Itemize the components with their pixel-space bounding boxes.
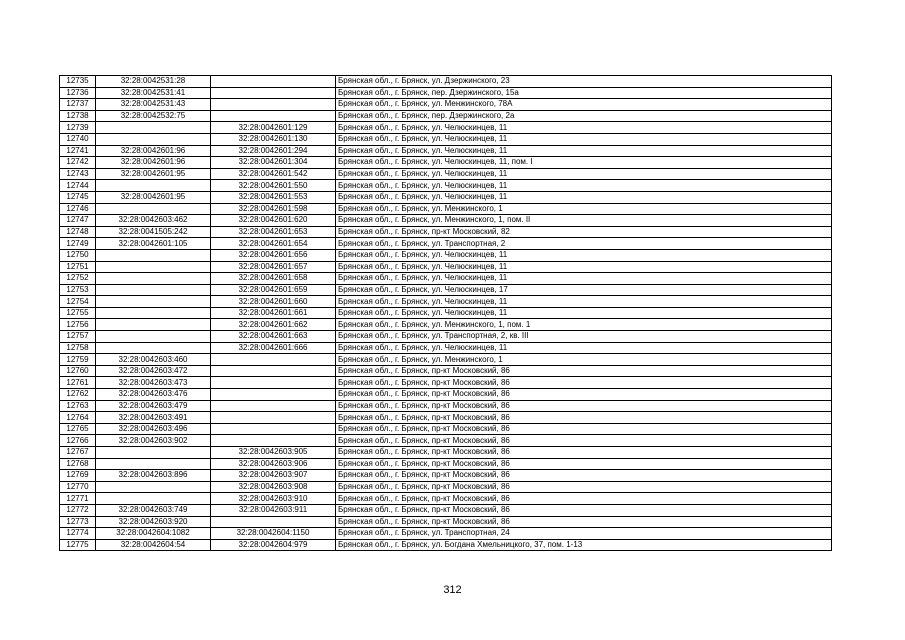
table-row [60,110,832,122]
address-cell: Брянская обл., г. Брянск, ул. Челюскинцев, 11 [336,191,832,203]
land-cadastral-number-cell: 32:28:0042603:460 [96,354,211,366]
table-row [60,238,832,250]
address-cell: Брянская обл., г. Брянск, пр-кт Московский, 86 [336,435,832,447]
address-cell: Брянская обл., г. Брянск, пр-кт Московский, 86 [336,389,832,401]
table-row [60,493,832,505]
building-cadastral-number-cell [211,516,336,528]
address-cell: Брянская обл., г. Брянск, ул. Менжинского, 78А [336,99,832,111]
address-cell: Брянская обл., г. Брянск, ул. Менжинского, 1, пом. II [336,215,832,227]
table-row [60,296,832,308]
table-row [60,389,832,401]
building-cadastral-number-cell: 32:28:0042603:908 [211,481,336,493]
land-cadastral-number-cell: 32:28:0042604:54 [96,539,211,551]
land-cadastral-number-cell: 32:28:0042604:1082 [96,528,211,540]
table-row [60,342,832,354]
land-cadastral-number-cell [96,342,211,354]
building-cadastral-number-cell [211,99,336,111]
table-row [60,539,832,551]
row-number-cell: 12769 [60,470,96,482]
land-cadastral-number-cell: 32:28:0042531:43 [96,99,211,111]
table-row [60,76,832,88]
land-cadastral-number-cell [96,481,211,493]
row-number-cell: 12742 [60,157,96,169]
building-cadastral-number-cell: 32:28:0042603:911 [211,504,336,516]
table-row [60,516,832,528]
land-cadastral-number-cell: 32:28:0042603:896 [96,470,211,482]
building-cadastral-number-cell: 32:28:0042601:598 [211,203,336,215]
building-cadastral-number-cell: 32:28:0042601:129 [211,122,336,134]
table-row [60,319,832,331]
address-cell: Брянская обл., г. Брянск, пр-кт Московский, 82 [336,226,832,238]
building-cadastral-number-cell [211,412,336,424]
address-cell: Брянская обл., г. Брянск, ул. Челюскинцев, 11 [336,342,832,354]
land-cadastral-number-cell: 32:28:0042601:96 [96,145,211,157]
land-cadastral-number-cell: 32:28:0042601:105 [96,238,211,250]
building-cadastral-number-cell: 32:28:0042601:656 [211,249,336,261]
building-cadastral-number-cell: 32:28:0042601:663 [211,331,336,343]
building-cadastral-number-cell: 32:28:0042601:553 [211,191,336,203]
row-number-cell: 12752 [60,273,96,285]
row-number-cell: 12767 [60,447,96,459]
table-row [60,458,832,470]
building-cadastral-number-cell: 32:28:0042601:550 [211,180,336,192]
row-number-cell: 12760 [60,365,96,377]
land-cadastral-number-cell [96,180,211,192]
address-cell: Брянская обл., г. Брянск, ул. Транспортная, 24 [336,528,832,540]
address-cell: Брянская обл., г. Брянск, ул. Челюскинцев, 11 [336,180,832,192]
address-cell: Брянская обл., г. Брянск, ул. Транспортная, 2, кв. III [336,331,832,343]
building-cadastral-number-cell [211,400,336,412]
row-number-cell: 12753 [60,284,96,296]
table-row [60,122,832,134]
building-cadastral-number-cell: 32:28:0042601:542 [211,168,336,180]
table-row [60,203,832,215]
row-number-cell: 12766 [60,435,96,447]
row-number-cell: 12756 [60,319,96,331]
row-number-cell: 12757 [60,331,96,343]
building-cadastral-number-cell: 32:28:0042603:905 [211,447,336,459]
land-cadastral-number-cell: 32:28:0041505:242 [96,226,211,238]
row-number-cell: 12764 [60,412,96,424]
building-cadastral-number-cell [211,365,336,377]
row-number-cell: 12751 [60,261,96,273]
land-cadastral-number-cell [96,319,211,331]
address-cell: Брянская обл., г. Брянск, пр-кт Московский, 86 [336,458,832,470]
land-cadastral-number-cell: 32:28:0042531:41 [96,87,211,99]
table-row [60,226,832,238]
row-number-cell: 12773 [60,516,96,528]
building-cadastral-number-cell: 32:28:0042601:130 [211,133,336,145]
address-cell: Брянская обл., г. Брянск, пр-кт Московский, 86 [336,470,832,482]
land-cadastral-number-cell: 32:28:0042603:476 [96,389,211,401]
land-cadastral-number-cell: 32:28:0042603:472 [96,365,211,377]
table-row [60,99,832,111]
land-cadastral-number-cell [96,458,211,470]
table-row [60,180,832,192]
address-cell: Брянская обл., г. Брянск, ул. Богдана Хмельницкого, 37, пом. 1-13 [336,539,832,551]
table-row [60,307,832,319]
building-cadastral-number-cell [211,76,336,88]
land-cadastral-number-cell [96,447,211,459]
row-number-cell: 12774 [60,528,96,540]
building-cadastral-number-cell: 32:28:0042601:620 [211,215,336,227]
building-cadastral-number-cell [211,377,336,389]
building-cadastral-number-cell [211,354,336,366]
row-number-cell: 12754 [60,296,96,308]
building-cadastral-number-cell: 32:28:0042601:666 [211,342,336,354]
building-cadastral-number-cell [211,435,336,447]
row-number-cell: 12739 [60,122,96,134]
land-cadastral-number-cell: 32:28:0042603:462 [96,215,211,227]
building-cadastral-number-cell: 32:28:0042601:658 [211,273,336,285]
land-cadastral-number-cell: 32:28:0042603:479 [96,400,211,412]
row-number-cell: 12745 [60,191,96,203]
building-cadastral-number-cell: 32:28:0042603:910 [211,493,336,505]
land-cadastral-number-cell [96,296,211,308]
land-cadastral-number-cell [96,261,211,273]
address-cell: Брянская обл., г. Брянск, ул. Челюскинцев, 11 [336,168,832,180]
row-number-cell: 12746 [60,203,96,215]
property-register-table [59,75,832,551]
building-cadastral-number-cell [211,389,336,401]
building-cadastral-number-cell: 32:28:0042601:294 [211,145,336,157]
address-cell: Брянская обл., г. Брянск, пр-кт Московский, 86 [336,493,832,505]
building-cadastral-number-cell: 32:28:0042601:660 [211,296,336,308]
land-cadastral-number-cell: 32:28:0042601:95 [96,191,211,203]
address-cell: Брянская обл., г. Брянск, ул. Челюскинцев, 11 [336,307,832,319]
table-body [60,76,832,551]
address-cell: Брянская обл., г. Брянск, пр-кт Московский, 86 [336,481,832,493]
address-cell: Брянская обл., г. Брянск, ул. Челюскинцев, 11, пом. I [336,157,832,169]
table-row [60,481,832,493]
building-cadastral-number-cell: 32:28:0042604:1150 [211,528,336,540]
row-number-cell: 12759 [60,354,96,366]
row-number-cell: 12743 [60,168,96,180]
land-cadastral-number-cell: 32:28:0042601:95 [96,168,211,180]
table-row [60,87,832,99]
land-cadastral-number-cell: 32:28:0042531:28 [96,76,211,88]
row-number-cell: 12750 [60,249,96,261]
table-row [60,249,832,261]
land-cadastral-number-cell: 32:28:0042603:496 [96,423,211,435]
table-row [60,145,832,157]
table-row [60,412,832,424]
address-cell: Брянская обл., г. Брянск, ул. Менжинского, 1 [336,354,832,366]
row-number-cell: 12775 [60,539,96,551]
table-row [60,354,832,366]
address-cell: Брянская обл., г. Брянск, ул. Челюскинцев, 11 [336,261,832,273]
address-cell: Брянская обл., г. Брянск, ул. Челюскинцев, 11 [336,249,832,261]
land-cadastral-number-cell: 32:28:0042603:491 [96,412,211,424]
building-cadastral-number-cell: 32:28:0042601:653 [211,226,336,238]
land-cadastral-number-cell [96,331,211,343]
land-cadastral-number-cell: 32:28:0042603:902 [96,435,211,447]
row-number-cell: 12735 [60,76,96,88]
land-cadastral-number-cell [96,122,211,134]
building-cadastral-number-cell: 32:28:0042604:979 [211,539,336,551]
address-cell: Брянская обл., г. Брянск, пр-кт Московский, 86 [336,447,832,459]
address-cell: Брянская обл., г. Брянск, ул. Транспортная, 2 [336,238,832,250]
table-row [60,400,832,412]
row-number-cell: 12740 [60,133,96,145]
address-cell: Брянская обл., г. Брянск, пр-кт Московский, 86 [336,412,832,424]
land-cadastral-number-cell: 32:28:0042601:96 [96,157,211,169]
row-number-cell: 12770 [60,481,96,493]
table-row [60,133,832,145]
row-number-cell: 12768 [60,458,96,470]
building-cadastral-number-cell [211,110,336,122]
land-cadastral-number-cell [96,284,211,296]
row-number-cell: 12737 [60,99,96,111]
building-cadastral-number-cell: 32:28:0042601:659 [211,284,336,296]
row-number-cell: 12749 [60,238,96,250]
row-number-cell: 12741 [60,145,96,157]
land-cadastral-number-cell [96,249,211,261]
address-cell: Брянская обл., г. Брянск, пр-кт Московский, 86 [336,504,832,516]
table-row [60,261,832,273]
land-cadastral-number-cell: 32:28:0042603:473 [96,377,211,389]
row-number-cell: 12771 [60,493,96,505]
address-cell: Брянская обл., г. Брянск, пр-кт Московский, 86 [336,365,832,377]
table-row [60,273,832,285]
address-cell: Брянская обл., г. Брянск, ул. Дзержинского, 23 [336,76,832,88]
address-cell: Брянская обл., г. Брянск, ул. Челюскинцев, 17 [336,284,832,296]
building-cadastral-number-cell: 32:28:0042601:662 [211,319,336,331]
building-cadastral-number-cell: 32:28:0042601:661 [211,307,336,319]
row-number-cell: 12755 [60,307,96,319]
row-number-cell: 12761 [60,377,96,389]
table-row [60,528,832,540]
land-cadastral-number-cell [96,307,211,319]
land-cadastral-number-cell [96,203,211,215]
building-cadastral-number-cell: 32:28:0042603:906 [211,458,336,470]
row-number-cell: 12738 [60,110,96,122]
table-row [60,191,832,203]
address-cell: Брянская обл., г. Брянск, ул. Менжинского, 1 [336,203,832,215]
row-number-cell: 12772 [60,504,96,516]
table-row [60,423,832,435]
address-cell: Брянская обл., г. Брянск, ул. Челюскинцев, 11 [336,145,832,157]
building-cadastral-number-cell [211,423,336,435]
address-cell: Брянская обл., г. Брянск, пер. Дзержинского, 2а [336,110,832,122]
address-cell: Брянская обл., г. Брянск, пр-кт Московский, 86 [336,400,832,412]
address-cell: Брянская обл., г. Брянск, пер. Дзержинского, 15а [336,87,832,99]
table-row [60,331,832,343]
table-row [60,447,832,459]
row-number-cell: 12747 [60,215,96,227]
table-row [60,470,832,482]
building-cadastral-number-cell: 32:28:0042601:654 [211,238,336,250]
table-row [60,168,832,180]
table-row [60,435,832,447]
row-number-cell: 12762 [60,389,96,401]
row-number-cell: 12748 [60,226,96,238]
building-cadastral-number-cell: 32:28:0042601:657 [211,261,336,273]
address-cell: Брянская обл., г. Брянск, ул. Челюскинцев, 11 [336,296,832,308]
address-cell: Брянская обл., г. Брянск, пр-кт Московский, 86 [336,516,832,528]
land-cadastral-number-cell: 32:28:0042603:920 [96,516,211,528]
land-cadastral-number-cell [96,493,211,505]
table-row [60,157,832,169]
address-cell: Брянская обл., г. Брянск, ул. Челюскинцев, 11 [336,133,832,145]
address-cell: Брянская обл., г. Брянск, ул. Челюскинцев, 11 [336,122,832,134]
building-cadastral-number-cell [211,87,336,99]
address-cell: Брянская обл., г. Брянск, ул. Менжинского, 1, пом. 1 [336,319,832,331]
land-cadastral-number-cell [96,273,211,285]
page-number: 312 [443,584,462,596]
table-row [60,215,832,227]
table-row [60,504,832,516]
building-cadastral-number-cell: 32:28:0042601:304 [211,157,336,169]
table-row [60,284,832,296]
row-number-cell: 12744 [60,180,96,192]
land-cadastral-number-cell [96,133,211,145]
address-cell: Брянская обл., г. Брянск, пр-кт Московский, 86 [336,377,832,389]
address-cell: Брянская обл., г. Брянск, ул. Челюскинцев, 11 [336,273,832,285]
table-row [60,365,832,377]
table-row [60,377,832,389]
row-number-cell: 12758 [60,342,96,354]
land-cadastral-number-cell: 32:28:0042603:749 [96,504,211,516]
row-number-cell: 12765 [60,423,96,435]
row-number-cell: 12763 [60,400,96,412]
building-cadastral-number-cell: 32:28:0042603:907 [211,470,336,482]
address-cell: Брянская обл., г. Брянск, пр-кт Московский, 86 [336,423,832,435]
row-number-cell: 12736 [60,87,96,99]
land-cadastral-number-cell: 32:28:0042532:75 [96,110,211,122]
